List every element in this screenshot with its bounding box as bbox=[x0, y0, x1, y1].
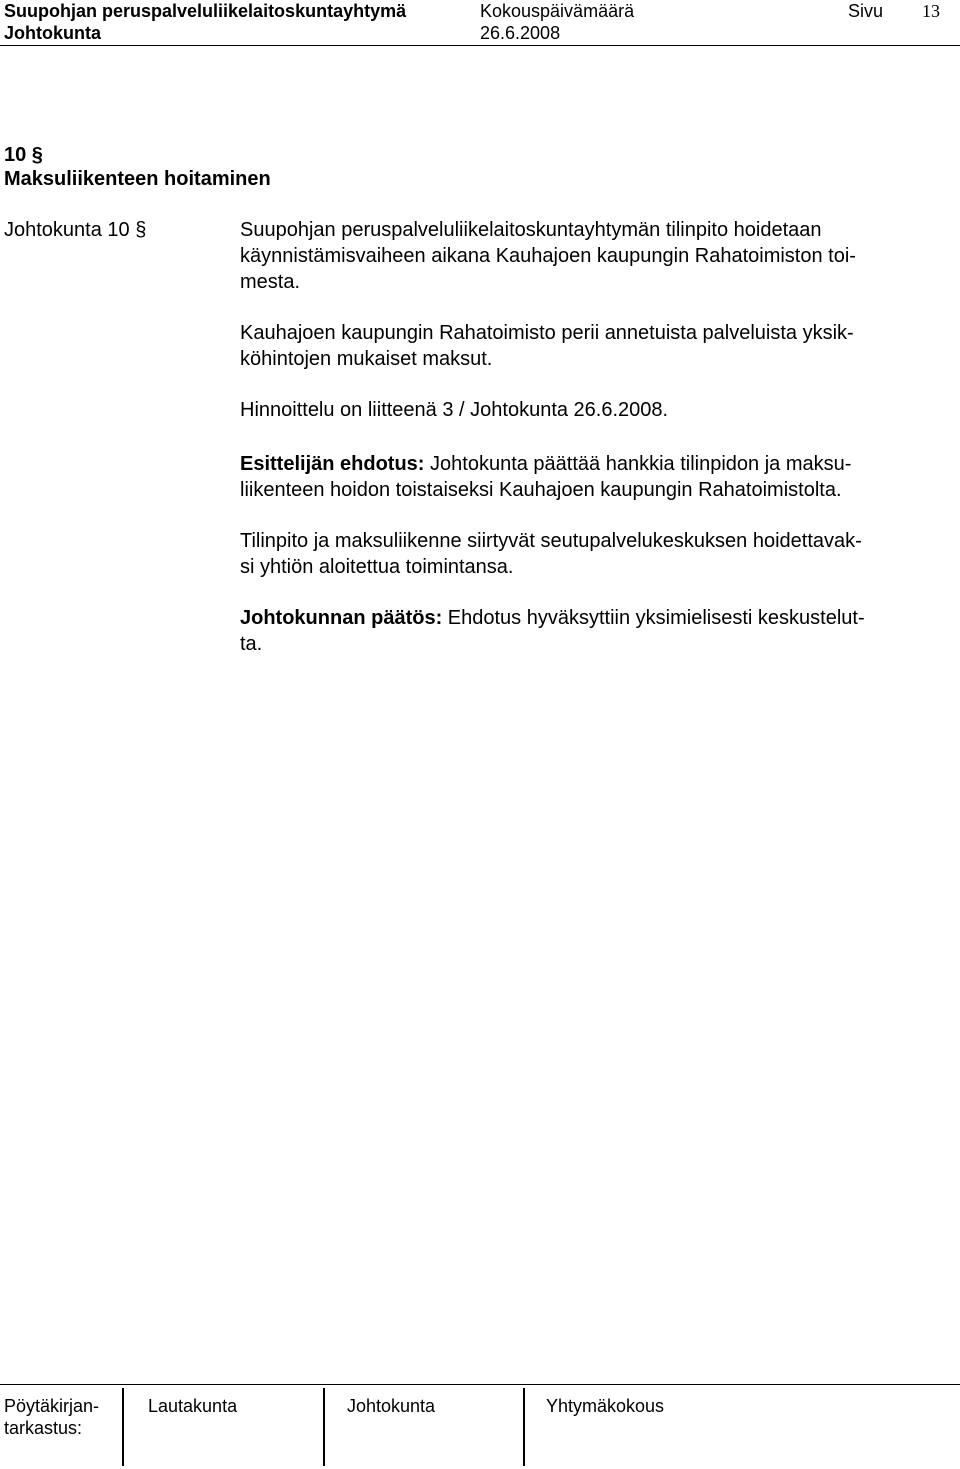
header-page-number: 13 bbox=[922, 1, 940, 21]
header-org: Suupohjan peruspalveluliikelaitoskuntayhtymä bbox=[4, 1, 407, 21]
paragraph-line: si yhtiön aloitettua toimintansa. bbox=[240, 556, 514, 578]
paragraph-line: Kauhajoen kaupungin Rahatoimisto perii annetuista palveluista yksik- bbox=[240, 322, 854, 344]
paragraph-line: köhintojen mukaiset maksut. bbox=[240, 348, 493, 370]
paragraph-line: liikenteen hoidon toistaiseksi Kauhajoen kaupungin Rahatoimistolta. bbox=[240, 479, 842, 501]
footer-col-yhtymakokous: Yhtymäkokous bbox=[546, 1396, 665, 1416]
paragraph-line: käynnistämisvaiheen aikana Kauhajoen kaupungin Rahatoimiston toi- bbox=[240, 245, 856, 267]
header-date: 26.6.2008 bbox=[480, 23, 561, 43]
paragraph-5 bbox=[240, 528, 950, 580]
paragraph-line: mesta. bbox=[240, 271, 301, 293]
footer-col-johtokunta: Johtokunta bbox=[347, 1396, 436, 1416]
section-ref: Johtokunta 10 § bbox=[4, 219, 147, 241]
header-body: Johtokunta bbox=[4, 23, 101, 43]
paragraph-line bbox=[240, 605, 950, 631]
footer-check-label-1: Pöytäkirjan- bbox=[4, 1396, 100, 1416]
section-title: Maksuliikenteen hoitaminen bbox=[4, 168, 271, 190]
paragraph-line: Tilinpito ja maksuliikenne siirtyvät seutupalvelukeskuksen hoidettavak- bbox=[240, 530, 862, 552]
footer-rule bbox=[0, 1384, 960, 1385]
footer-divider bbox=[122, 1388, 124, 1466]
proposal-text: Johtokunta päättää hankkia tilinpidon ja maksu- bbox=[424, 453, 852, 475]
footer-check-label-2: tarkastus: bbox=[4, 1418, 83, 1438]
proposal-label: Esittelijän ehdotus: bbox=[240, 453, 425, 475]
paragraph-1 bbox=[240, 217, 950, 295]
footer-divider bbox=[323, 1388, 325, 1466]
footer-divider bbox=[523, 1388, 525, 1466]
section-number: 10 § bbox=[4, 144, 43, 166]
paragraph-line: ta. bbox=[240, 633, 263, 655]
paragraph-line: Hinnoittelu on liitteenä 3 / Johtokunta 26.6.2008. bbox=[240, 399, 669, 421]
paragraph-3 bbox=[240, 397, 950, 423]
paragraph-line bbox=[240, 451, 950, 477]
paragraph-line: Suupohjan peruspalveluliikelaitoskuntayhtymän tilinpito hoidetaan bbox=[240, 219, 822, 241]
header-page-label: Sivu bbox=[848, 1, 884, 21]
decision-label: Johtokunnan päätös: bbox=[240, 607, 443, 629]
paragraph-2 bbox=[240, 320, 950, 372]
decision-paragraph bbox=[240, 605, 950, 657]
footer-col-lautakunta: Lautakunta bbox=[148, 1396, 238, 1416]
header-date-label: Kokouspäivämäärä bbox=[480, 1, 635, 21]
proposal-paragraph bbox=[240, 451, 950, 503]
decision-text: Ehdotus hyväksyttiin yksimielisesti keskustelut- bbox=[442, 607, 865, 629]
header-rule bbox=[0, 45, 960, 46]
